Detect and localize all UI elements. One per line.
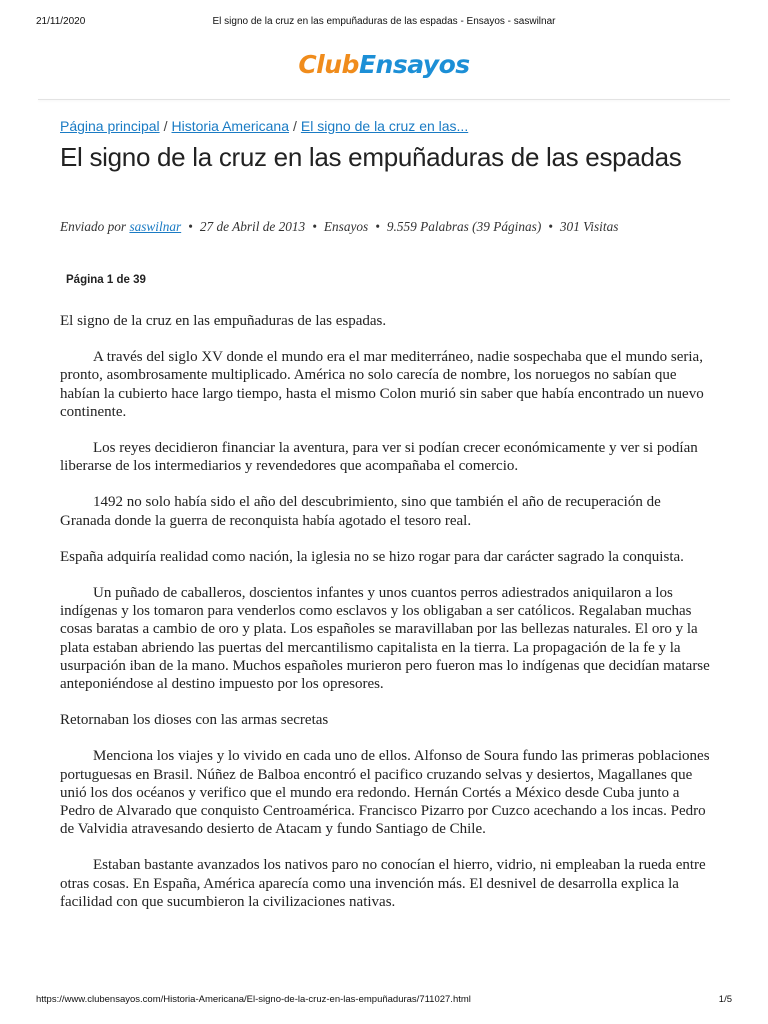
page-title: El signo de la cruz en las empuñaduras de las espadas <box>60 142 682 172</box>
meta-bullet: • <box>188 219 193 234</box>
paragraph: Menciona los viajes y lo vivido en cada uno de ellos. Alfonso de Soura fundo las primeras poblaciones portuguesas en Brasil. Núñez de Balboa encontró el pacifico cruzando selvas y desiertos, Magallanes que unió los dos océanos y verifico que el mundo era redondo. Hernán Cortés a México desde Cuba junto a Pedro de Alvarado que conquisto Centroamérica. Francisco Pizarro por Cuzco acechando a los incas. Pedro de Valvidia atravesando desierto de Atacam y fundo Santiago de Chile. <box>60 748 710 838</box>
breadcrumb-separator: / <box>293 118 297 134</box>
paragraph: El signo de la cruz en las empuñaduras de las espadas. <box>60 313 387 329</box>
article-body <box>60 312 710 929</box>
meta-bullet: • <box>312 219 317 234</box>
print-page-number: 1/5 <box>718 994 732 1005</box>
print-header <box>0 0 768 40</box>
paragraph: Retornaban los dioses con las armas secretas <box>60 712 329 729</box>
header-divider <box>38 99 730 100</box>
sent-by-label: Enviado por <box>60 219 127 234</box>
visit-count: 301 Visitas <box>559 219 619 234</box>
paragraph: España adquiría realidad como nación, la iglesia no se hizo rogar para dar carácter sagrado la conquista. <box>60 548 684 565</box>
print-footer <box>0 994 768 1014</box>
print-date: 21/11/2020 <box>36 16 86 27</box>
author-link[interactable]: saswilnar <box>129 219 182 234</box>
logo-club: Club <box>298 50 359 79</box>
word-count: 9.559 Palabras (39 Páginas) <box>386 219 542 234</box>
print-page-title: El signo de la cruz en las empuñaduras de las espadas - Ensayos - saswilnar <box>212 16 556 27</box>
meta-bullet: • <box>548 219 553 234</box>
page-indicator: Página 1 de 39 <box>66 274 146 286</box>
category-label: Ensayos <box>323 219 369 234</box>
logo-ensayos: Ensayos <box>358 50 470 79</box>
breadcrumb-home-link[interactable]: Página principal <box>60 118 160 134</box>
article-meta <box>60 219 618 235</box>
breadcrumb-category-link[interactable]: Historia Americana <box>171 118 290 134</box>
site-logo[interactable] <box>0 50 768 79</box>
paragraph: Los reyes decidieron financiar la aventura, para ver si podían crecer económicamente y ver si podían liberarse de los intermediarios y revendedores que acompañaba el comercio. <box>60 440 698 475</box>
breadcrumb-current-link[interactable]: El signo de la cruz en las... <box>300 118 469 134</box>
meta-bullet: • <box>375 219 380 234</box>
paragraph: A través del siglo XV donde el mundo era el mar mediterráneo, nadie sospechaba que el mundo seria, pronto, asombrosamente multiplicado. América no solo carecía de nombre, los noruegos no sabían que habían la cubierto hace largo tiempo, hasta el mismo Colon murió sin saber que había encontrado un nuevo continente. <box>60 349 704 420</box>
paragraph: Un puñado de caballeros, doscientos infantes y unos cuantos perros adiestrados aniquilaron a los indígenas y los tomaron para venderlos como esclavos y los obligaban a ser católicos. Regalaban muchas cosas baratas a cambio de oro y plata. Los españoles se maravillaban por las bellezas naturales. El oro y la plata estaban abriendo las puertas del mercantilismo capitalista en la tierra. La propagación de la fe y la usurpación iban de la mano. Muchos españoles murieron pero fueron mas lo indígenas que decidían matarse anteponiéndose al destino impuesto por los opresores. <box>60 585 710 693</box>
print-url: https://www.clubensayos.com/Historia-Americana/El-signo-de-la-cruz-en-las-empuñaduras/711027.html <box>36 994 471 1005</box>
breadcrumb-separator: / <box>163 118 168 134</box>
paragraph: Estaban bastante avanzados los nativos paro no conocían el hierro, vidrio, ni empleaban la rueda entre otras cosas. En España, América aparecía como una invención más. El desnivel de desarrolla explica la facilidad con que sucumbieron la civilizaciones nativas. <box>60 857 706 910</box>
paragraph: 1492 no solo había sido el año del descubrimiento, sino que también el año de recuperación de Granada donde la guerra de reconquista había agotado el tesoro real. <box>60 494 661 529</box>
breadcrumb <box>60 118 468 134</box>
publish-date: 27 de Abril de 2013 <box>199 219 306 234</box>
